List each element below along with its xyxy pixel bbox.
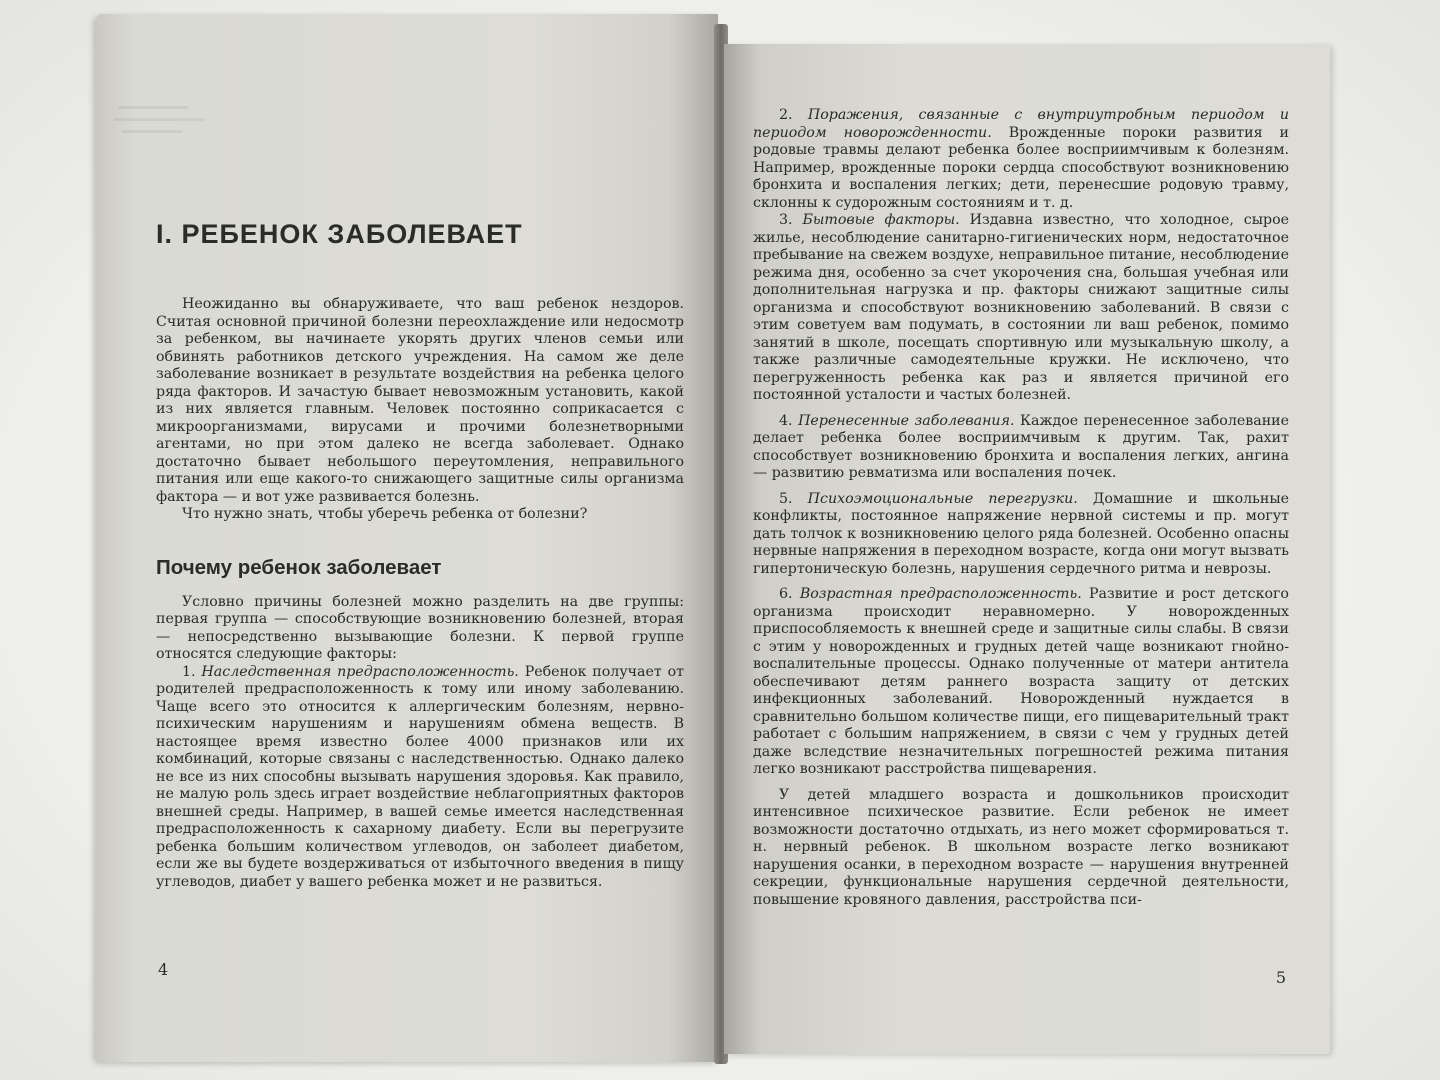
show-through-ghost-text xyxy=(110,100,220,150)
factor-1-paragraph xyxy=(156,664,684,892)
factor-1-number: 1. xyxy=(182,663,196,680)
page-number-left: 4 xyxy=(158,960,169,979)
left-page-content xyxy=(156,219,684,891)
factor-2-number: 2. xyxy=(779,107,793,123)
factor-6-number: 6. xyxy=(779,586,793,602)
factor-3-number: 3. xyxy=(779,212,793,228)
factor-3-paragraph xyxy=(753,212,1289,405)
preschool-paragraph: У детей младшего возраста и дошкольников происходит интенсивное психическое развитие. Если ребенок не имеет возможности достаточно отдыхать, из него может сформироваться т. н. нервный ребенок. В школьном возрасте легко возникают нарушения осанки, в переходном возрасте — нарушения внутренней секреции, функциональные нарушения сердечной деятельности, повышение кровяного давления, расстройства пси- xyxy=(753,786,1289,908)
intro-paragraph: Неожиданно вы обнаруживаете, что ваш ребенок нездоров. Считая основной причиной болезни переохлаждение или недосмотр за ребенком, вы начинаете укорять других членов семьи или обвинять работников детского учреждения. На самом же деле заболевание возникает в результате воздействия на ребенка целого ряда факторов. И зачастую бывает невозможным установить, какой из них является главным. Человек постоянно соприкасается с микроорганизмами, вирусами и прочими болезнетворными агентами, но при этом далеко не всегда заболевает. Однако достаточно бывает небольшого переутомления, неправильного питания или еще какого-то снижающего защитные силы организма фактора — и вот уже развивается болезнь. xyxy=(156,296,684,505)
left-page xyxy=(96,14,718,1062)
factor-4-paragraph xyxy=(753,413,1289,483)
page-number-right: 5 xyxy=(1275,968,1286,987)
factor-2-title: Поражения, связанные с внутриутробным периодом и периодом новорожденности. xyxy=(753,107,1289,141)
factor-5-text: Домашние и школьные конфликты, постоянное напряжение нервной системы и пр. могут дать толчок к возникновению целого ряда болезней. Особенно опасны нервные напряжения в переходном возрасте, когда они могут вызвать гипертоническую болезнь, нарушения сердечного ритма и неврозы. xyxy=(753,490,1290,577)
factor-5-paragraph xyxy=(753,491,1289,579)
factor-4-text: Каждое перенесенное заболевание делает ребенка более восприимчивым к другим. Так, рахит способствует возникновению бронхита и воспаления легких, ангина — развитию ревматизма или воспаления почек. xyxy=(753,412,1289,481)
question-paragraph: Что нужно знать, чтобы уберечь ребенка от болезни? xyxy=(182,506,588,522)
section-title: Почему ребенок заболевает xyxy=(156,555,442,579)
right-page xyxy=(724,44,1330,1054)
groups-paragraph: Условно причины болезней можно разделить на две группы: первая группа — способствующие возникновению болезней, вторая — непосредственно вызывающие болезни. К первой группе относятся следующие факторы: xyxy=(156,593,684,662)
factor-6-paragraph xyxy=(753,586,1289,779)
factor-2-paragraph xyxy=(753,107,1289,212)
factor-5-title: Психоэмоциональные перегрузки. xyxy=(807,490,1078,507)
factor-2-text: Врожденные пороки развития и родовые травмы делают ребенка более восприимчивым к болезням. Например, врожденные пороки сердца способствуют возникновению бронхита и воспаления легких; дети, перенесшие родовую травму, склонны к судорожным состояниям и т. д. xyxy=(753,124,1289,211)
open-book xyxy=(96,14,1346,1064)
factor-1-text: Ребенок получает от родителей предрасположенность к тому или иному заболеванию. Чаще всего это относится к аллергическим болезням, нервно-психическим нарушениям и нарушениям обмена веществ. В настоящее время известно более 4000 признаков или их комбинаций, которые связаны с наследственностью. Однако далеко не все из них способны вызывать нарушения здоровья. Как правило, не малую роль здесь играет воздействие неблагоприятных факторов внешней среды. Например, в вашей семье имеется наследственная предрасположенность к сахарному диабету. Если вы перегрузите ребенка большим количеством углеводов, он заболеет диабетом, если же вы будете воздерживаться от избыточного введения в пищу углеводов, диабет у вашего ребенка может и не развиться. xyxy=(156,663,685,890)
factor-4-title: Перенесенные заболевания. xyxy=(798,412,1015,429)
factor-3-text: Издавна известно, что холодное, сырое жилье, несоблюдение санитарно-гигиенических норм, недостаточное пребывание на свежем воздухе, неправильное питание, несоблюдение режима дня, особенно за счет укорочения сна, большая учебная или дополнительная нагрузка и пр. факторы снижают защитные силы организма и способствуют возникновению заболеваний. В связи с этим советуем вам подумать, в состоянии ли ваш ребенок, помимо занятий в школе, посещать спортивную или музыкальную школу, а также различные самодеятельные кружки. Не исключено, что перегруженность ребенка как раз и является причиной его постоянной усталости и частых болезней. xyxy=(753,212,1290,403)
factor-4-number: 4. xyxy=(779,412,793,429)
factor-5-number: 5. xyxy=(779,490,793,507)
factor-1-title: Наследственная предрасположенность. xyxy=(201,663,519,680)
factor-6-text: Развитие и рост детского организма происходит неравномерно. У новорожденных приспособляемость к внешней среде и защитные силы слабы. В связи с этим у новорожденных и грудных детей чаще возникают гнойно-воспалительные процессы. Однако полученные от матери антитела обеспечивают детям раннего возраста защиту от детских инфекционных заболеваний. Новорожденный нуждается в сравнительно большом количестве пищи, его пищеварительный тракт работает с большим напряжением, в связи с чем у грудных детей даже вследствие незначительных погрешностей режима питания легко возникают расстройства пищеварения. xyxy=(753,586,1289,777)
right-page-content xyxy=(753,107,1289,909)
factor-6-title: Возрастная предрасположенность. xyxy=(799,586,1082,602)
chapter-title: I. РЕБЕНОК ЗАБОЛЕВАЕТ xyxy=(156,219,523,249)
factor-3-title: Бытовые факторы. xyxy=(802,212,960,228)
